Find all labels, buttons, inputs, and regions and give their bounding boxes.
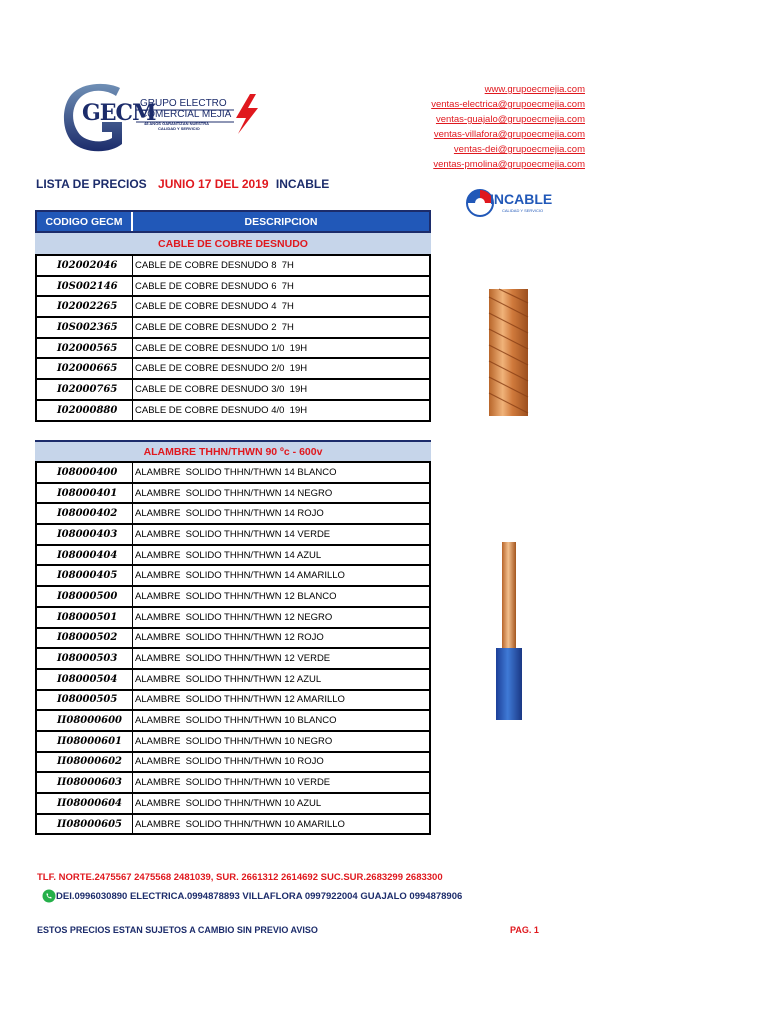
product-code: II08000603: [37, 773, 133, 792]
product-code: I0S002146: [37, 277, 133, 296]
table-row: [35, 691, 431, 712]
table-row: [35, 380, 431, 401]
table-row: [35, 773, 431, 794]
logo-tagline-1: 48 AÑOS GARANTIZAN NUESTRA: [144, 121, 209, 126]
product-description: ALAMBRE SOLIDO THHN/THWN 14 ROJO: [135, 508, 324, 520]
incable-tagline: CALIDAD Y SERVICIO: [502, 208, 544, 213]
product-code: II08000601: [37, 732, 133, 751]
product-code: I08000402: [37, 504, 133, 523]
incable-logo: [466, 187, 558, 219]
table-row: [35, 566, 431, 587]
product-description: ALAMBRE SOLIDO THHN/THWN 14 AMARILLO: [135, 570, 345, 582]
mobile-numbers-text: DEI.0996030890 ELECTRICA.0994878893 VILLAFLORA 0997922004 GUAJALO 0994878906: [56, 890, 463, 902]
product-description: ALAMBRE SOLIDO THHN/THWN 14 BLANCO: [135, 466, 337, 478]
whatsapp-icon: [42, 889, 56, 903]
product-description: CABLE DE COBRE DESNUDO 8 7H: [135, 259, 294, 271]
thhn-wire-image: [490, 540, 528, 721]
table-row: [35, 587, 431, 608]
product-description: CABLE DE COBRE DESNUDO 4/0 19H: [135, 404, 308, 416]
product-code: I08000400: [37, 463, 133, 482]
product-code: I02000565: [37, 339, 133, 358]
product-description: CABLE DE COBRE DESNUDO 2/0 19H: [135, 363, 308, 375]
table-row: [35, 277, 431, 298]
website-link[interactable]: www.grupoecmejia.com: [484, 84, 585, 95]
product-code: I08000504: [37, 670, 133, 689]
incable-text: INCABLE: [490, 191, 553, 207]
price-table-wire: [35, 440, 431, 835]
lightning-bolt-icon: [236, 94, 258, 134]
logo-tagline-2: CALIDAD Y SERVICIO: [158, 126, 200, 131]
product-code: I0S002365: [37, 318, 133, 337]
table-row: [35, 732, 431, 753]
title-label: LISTA DE PRECIOS: [36, 177, 147, 191]
product-description: ALAMBRE SOLIDO THHN/THWN 12 NEGRO: [135, 611, 333, 623]
product-description: ALAMBRE SOLIDO THHN/THWN 12 ROJO: [135, 632, 324, 644]
product-description: ALAMBRE SOLIDO THHN/THWN 10 ROJO: [135, 756, 324, 768]
price-notice: ESTOS PRECIOS ESTAN SUJETOS A CAMBIO SIN PREVIO AVISO: [37, 925, 318, 935]
cable-rows: [35, 256, 431, 422]
product-code: I02000765: [37, 380, 133, 399]
table-row: [35, 401, 431, 422]
product-description: ALAMBRE SOLIDO THHN/THWN 12 AMARILLO: [135, 694, 345, 706]
product-description: ALAMBRE SOLIDO THHN/THWN 12 VERDE: [135, 653, 331, 665]
product-description: ALAMBRE SOLIDO THHN/THWN 14 NEGRO: [135, 487, 333, 499]
product-code: II08000604: [37, 794, 133, 813]
email-villafora-link[interactable]: ventas-villafora@grupoecmejia.com: [433, 129, 585, 140]
product-code: I02000880: [37, 401, 133, 420]
table-row: [35, 504, 431, 525]
wire-rows: [35, 463, 431, 835]
table-row: [35, 484, 431, 505]
table-row: [35, 815, 431, 836]
table-row: [35, 256, 431, 277]
product-description: CABLE DE COBRE DESNUDO 6 7H: [135, 280, 294, 292]
table-row: [35, 297, 431, 318]
mobile-numbers: [42, 889, 462, 903]
product-code: I02000665: [37, 359, 133, 378]
title-date: JUNIO 17 DEL 2019: [158, 177, 269, 191]
product-description: CABLE DE COBRE DESNUDO 2 7H: [135, 321, 294, 333]
product-code: I08000505: [37, 691, 133, 710]
logo-line-1: GRUPO ELECTRO: [140, 98, 227, 109]
table-row: [35, 670, 431, 691]
header-description: DESCRIPCION: [244, 215, 318, 228]
table-row: [35, 525, 431, 546]
product-code: II08000600: [37, 711, 133, 730]
product-description: CABLE DE COBRE DESNUDO 4 7H: [135, 301, 294, 313]
product-description: CABLE DE COBRE DESNUDO 1/0 19H: [135, 342, 308, 354]
product-code: I08000403: [37, 525, 133, 544]
product-description: ALAMBRE SOLIDO THHN/THWN 10 VERDE: [135, 777, 331, 789]
logo-line-2: COMERCIAL MEJIA: [140, 109, 232, 120]
product-code: I08000405: [37, 566, 133, 585]
product-description: ALAMBRE SOLIDO THHN/THWN 14 AZUL: [135, 549, 322, 561]
product-code: I02002046: [37, 256, 133, 275]
product-code: II08000605: [37, 815, 133, 834]
section-title-wire: ALAMBRE THHN/THWN 90 ºc - 600v: [35, 440, 431, 463]
header-code: CODIGO GECM: [37, 212, 133, 231]
company-logo: [58, 82, 268, 154]
product-code: I08000502: [37, 629, 133, 648]
table-row: [35, 608, 431, 629]
table-row: [35, 463, 431, 484]
product-description: ALAMBRE SOLIDO THHN/THWN 12 AZUL: [135, 673, 322, 685]
table-row: [35, 753, 431, 774]
product-code: I08000500: [37, 587, 133, 606]
product-description: ALAMBRE SOLIDO THHN/THWN 10 AZUL: [135, 797, 322, 809]
logo-letters: GECM: [82, 100, 156, 126]
page-number: PAG. 1: [510, 925, 539, 935]
product-description: ALAMBRE SOLIDO THHN/THWN 10 BLANCO: [135, 715, 337, 727]
email-electrica-link[interactable]: ventas-electrica@grupoecmejia.com: [431, 99, 585, 110]
contact-links: [431, 82, 585, 172]
product-description: ALAMBRE SOLIDO THHN/THWN 10 NEGRO: [135, 735, 333, 747]
email-guajalo-link[interactable]: ventas-guajalo@grupoecmejia.com: [435, 114, 585, 125]
table-row: [35, 359, 431, 380]
table-row: [35, 794, 431, 815]
email-pmolina-link[interactable]: ventas-pmolina@grupoecmejia.com: [433, 159, 585, 170]
price-table-cable: [35, 210, 431, 422]
table-row: [35, 649, 431, 670]
product-code: I08000503: [37, 649, 133, 668]
product-description: ALAMBRE SOLIDO THHN/THWN 10 AMARILLO: [135, 818, 345, 830]
product-description: ALAMBRE SOLIDO THHN/THWN 12 BLANCO: [135, 590, 337, 602]
bare-copper-cable-image: [487, 287, 530, 418]
table-row: [35, 318, 431, 339]
product-code: I08000501: [37, 608, 133, 627]
product-code: II08000602: [37, 753, 133, 772]
product-code: I02002265: [37, 297, 133, 316]
section-title-cable: CABLE DE COBRE DESNUDO: [35, 233, 431, 256]
title-brand: INCABLE: [275, 177, 330, 191]
product-description: ALAMBRE SOLIDO THHN/THWN 14 VERDE: [135, 528, 331, 540]
product-code: I08000404: [37, 546, 133, 565]
table-row: [35, 629, 431, 650]
product-description: CABLE DE COBRE DESNUDO 3/0 19H: [135, 383, 308, 395]
phone-numbers: TLF. NORTE.2475567 2475568 2481039, SUR. 2661312 2614692 SUC.SUR.2683299 2683300: [37, 872, 443, 883]
product-code: I08000401: [37, 484, 133, 503]
table-header: [35, 210, 431, 233]
table-row: [35, 546, 431, 567]
table-row: [35, 711, 431, 732]
price-list-title: [36, 177, 329, 191]
email-dei-link[interactable]: ventas-dei@grupoecmejia.com: [453, 144, 585, 155]
table-row: [35, 339, 431, 360]
